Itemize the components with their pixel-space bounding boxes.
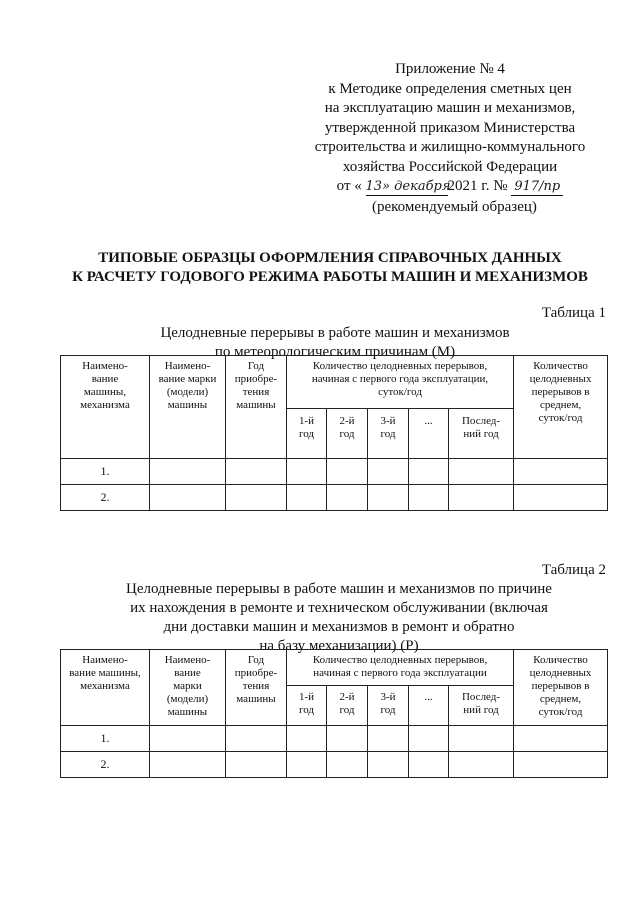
appendix-line: на эксплуатацию машин и механизмов, [324,100,576,116]
table-cell [514,485,608,511]
table2-label: Таблица 2 [541,562,606,578]
table-cell [514,726,608,752]
row-number: 1. [61,459,150,485]
table-row [61,752,608,778]
table2-caption [104,580,574,656]
header-purchase-year: Год приобре- тения машины [226,650,287,726]
table-cell [150,752,226,778]
table-cell [368,752,409,778]
order-date-line [300,177,600,197]
table-cell [226,485,287,511]
subheader-ellipsis: ... [409,686,449,726]
appendix-line: утвержденной приказом Министерства [324,119,576,136]
table-cell [368,726,409,752]
table1-label: Таблица 1 [541,305,606,321]
table-cell [409,726,449,752]
table-cell [409,459,449,485]
table-cell [449,752,514,778]
table2 [60,649,608,778]
table-cell [409,485,449,511]
table-cell [514,459,608,485]
subheader-last-year: Послед- ний год [449,409,514,459]
subheader-ellipsis: ... [409,409,449,459]
table-cell [287,752,327,778]
caption-line: дни доставки машин и механизмов в ремонт и обратно [163,619,515,635]
table-cell [368,459,409,485]
header-brand-name: Наимено- вание марки (модели) машины [150,356,226,459]
table-cell [327,485,368,511]
caption-line: Целодневные перерывы в работе машин и механизмов по причине [126,581,552,597]
table-cell [514,752,608,778]
header-purchase-year: Год приобре- тения машины [226,356,287,459]
appendix-line: строительства и жилищно-коммунального [314,139,586,155]
caption-line: их нахождения в ремонте и техническом обслуживании (включая [130,600,548,616]
subheader-year-3: 3-й год [368,686,409,726]
header-brand-name: Наимено- вание марки (модели) машины [150,650,226,726]
handwritten-date: 13» декабря [365,179,451,194]
row-number: 2. [61,485,150,511]
table-cell [409,752,449,778]
table-row [61,485,608,511]
appendix-line: Приложение № 4 [395,61,505,77]
subheader-year-3: 3-й год [368,409,409,459]
subheader-year-2: 2-й год [327,409,368,459]
caption-line: Целодневные перерывы в работе машин и механизмов [160,325,510,341]
table-cell [327,752,368,778]
caption-line: на базу механизации) (Р) [259,638,419,654]
handwritten-order-number: 917/пр [511,179,563,196]
table-cell [150,459,226,485]
table-cell [327,459,368,485]
header-average: Количество целодневных перерывов в среднем, суток/год [514,650,608,726]
table-cell [287,726,327,752]
header-machine-name: Наимено- вание машины, механизма [61,650,150,726]
table-cell [368,485,409,511]
table-cell [150,726,226,752]
table-cell [226,752,287,778]
row-number: 2. [61,752,150,778]
date-year: 2021 г. № [447,178,508,194]
date-prefix: от « [336,178,362,194]
table1 [60,355,608,511]
table-cell [287,459,327,485]
subheader-year-1: 1-й год [287,409,327,459]
header-average: Количество целодневных перерывов в среднем, суток/год [514,356,608,459]
table-cell [449,485,514,511]
table-cell [287,485,327,511]
subheader-year-2: 2-й год [327,686,368,726]
table-cell [150,485,226,511]
table-cell [327,726,368,752]
caption-line: по метеорологическим причинам (М) [214,344,456,360]
table-cell [226,459,287,485]
subheader-last-year: Послед- ний год [449,686,514,726]
appendix-block [300,60,600,197]
appendix-line: к Методике определения сметных цен [328,80,572,97]
table-row [61,726,608,752]
table-cell [226,726,287,752]
row-number: 1. [61,726,150,752]
title-line: К РАСЧЕТУ ГОДОВОГО РЕЖИМА РАБОТЫ МАШИН И МЕХАНИЗМОВ [72,269,588,285]
header-breaks: Количество целодневных перерывов, начиная с первого года эксплуатации [287,650,514,686]
title-line: ТИПОВЫЕ ОБРАЗЦЫ ОФОРМЛЕНИЯ СПРАВОЧНЫХ ДАННЫХ [98,250,562,266]
page-title [40,249,620,287]
header-breaks: Количество целодневных перерывов, начиная с первого года эксплуатации, суток/год [287,356,514,409]
table-row [61,459,608,485]
appendix-line: хозяйства Российской Федерации [342,158,558,175]
recommended-note: (рекомендуемый образец) [372,199,537,215]
header-machine-name: Наимено- вание машины, механизма [61,356,150,459]
table-cell [449,459,514,485]
table-cell [449,726,514,752]
subheader-year-1: 1-й год [287,686,327,726]
